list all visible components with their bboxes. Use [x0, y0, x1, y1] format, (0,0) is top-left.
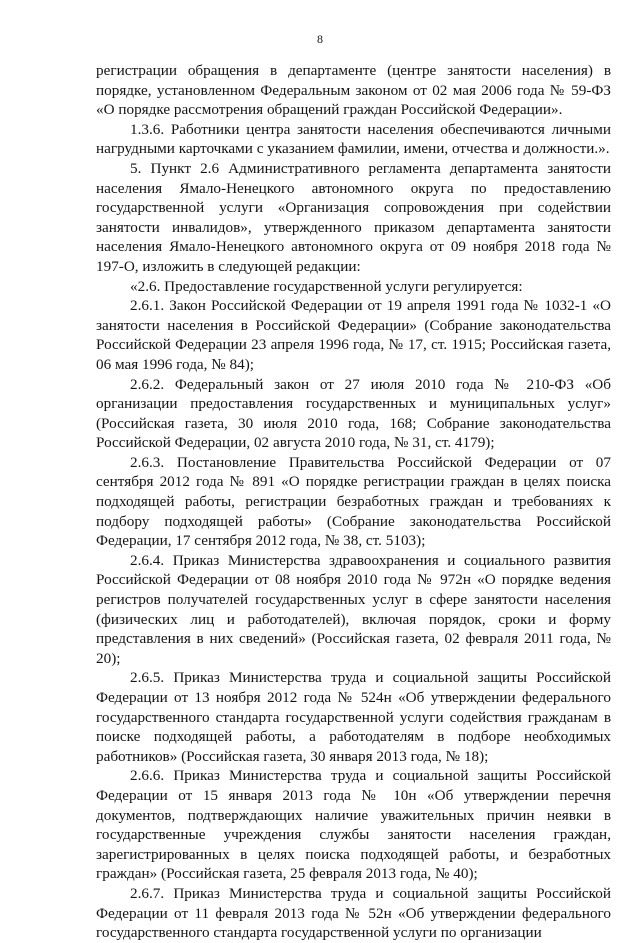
paragraph-2-6-4: 2.6.4. Приказ Министерства здравоохранения и социального развития Российской Федерации от 08 ноября 2010 года № 972н «О порядке ведения регистров получателей государственных услуг в сфере занятости населения (физических лиц и работодателей), включая порядок, сроки и форму представления в них сведений» (Российская газета, 02 февраля 2011 года, № 20); — [96, 551, 611, 667]
paragraph-2-6-6: 2.6.6. Приказ Министерства труда и социальной защиты Российской Федерации от 15 января 2013 года № 10н «Об утверждении перечня документов, подтверждающих наличие уважительных причин неявки в государственные учреждения службы занятости населения граждан, зарегистрированных в целях поиска подходящей работы, и безработных граждан» (Российская газета, 25 февраля 2013 года, № 40); — [96, 767, 611, 883]
page-number: 8 — [317, 32, 323, 46]
paragraph-2-6-3: 2.6.3. Постановление Правительства Российской Федерации от 07 сентября 2012 года № 891 «О порядке регистрации граждан в целях поиска подходящей работы, регистрации безработных граждан и требованиях к подбору подходящей работы» (Собрание законодательства Российской Федерации, 17 сентября 2012 года, № 38, ст. 5103); — [96, 453, 611, 550]
paragraph-1-3-6: 1.3.6. Работники центра занятости населения обеспечиваются личными нагрудными карточками с указанием фамилии, имени, отчества и должности.». — [96, 120, 611, 158]
paragraph-2-6-2: 2.6.2. Федеральный закон от 27 июля 2010 года № 210-ФЗ «Об организации предоставления государственных и муниципальных услуг» (Российская газета, 30 июля 2010 года, 168; Собрание законодательства Российской Федерации, 02 августа 2010 года, № 31, ст. 4179); — [96, 375, 611, 452]
paragraph-2-6-7: 2.6.7. Приказ Министерства труда и социальной защиты Российской Федерации от 11 февраля 2013 года № 52н «Об утверждении федерального государственного стандарта государственной услуги по организации — [96, 884, 611, 942]
paragraph-2-6-1: 2.6.1. Закон Российской Федерации от 19 апреля 1991 года № 1032-1 «О занятости населения в Российской Федерации» (Собрание законодательства Российской Федерации 23 апреля 1996 года, № 17, ст. 1915; Российская газета, 06 мая 1996 года, № 84); — [96, 297, 611, 373]
document-body — [96, 61, 611, 943]
paragraph-item-5: 5. Пункт 2.6 Административного регламента департамента занятости населения Ямало-Ненецкого автономного округа по предоставлению государственной услуги «Организация сопровождения при содействии занятости инвалидов», утвержденного приказом департамента занятости населения Ямало-Ненецкого автономного округа от 09 ноября 2018 года № 197-О, изложить в следующей редакции: — [96, 159, 611, 275]
paragraph-continuation: регистрации обращения в департаменте (центре занятости населения) в порядке, установленном Федеральным законом от 02 мая 2006 года № 59-ФЗ «О порядке рассмотрения обращений граждан Российской Федерации». — [96, 62, 611, 119]
paragraph-2-6-5: 2.6.5. Приказ Министерства труда и социальной защиты Российской Федерации от 13 ноября 2012 года № 524н «Об утверждении федерального государственного стандарта государственной услуги содействия гражданам в поиске подходящей работы, а работодателям в подборе необходимых работников» (Российская газета, 30 января 2013 года, № 18); — [96, 669, 611, 765]
paragraph-2-6: «2.6. Предоставление государственной услуги регулируется: — [130, 277, 523, 295]
